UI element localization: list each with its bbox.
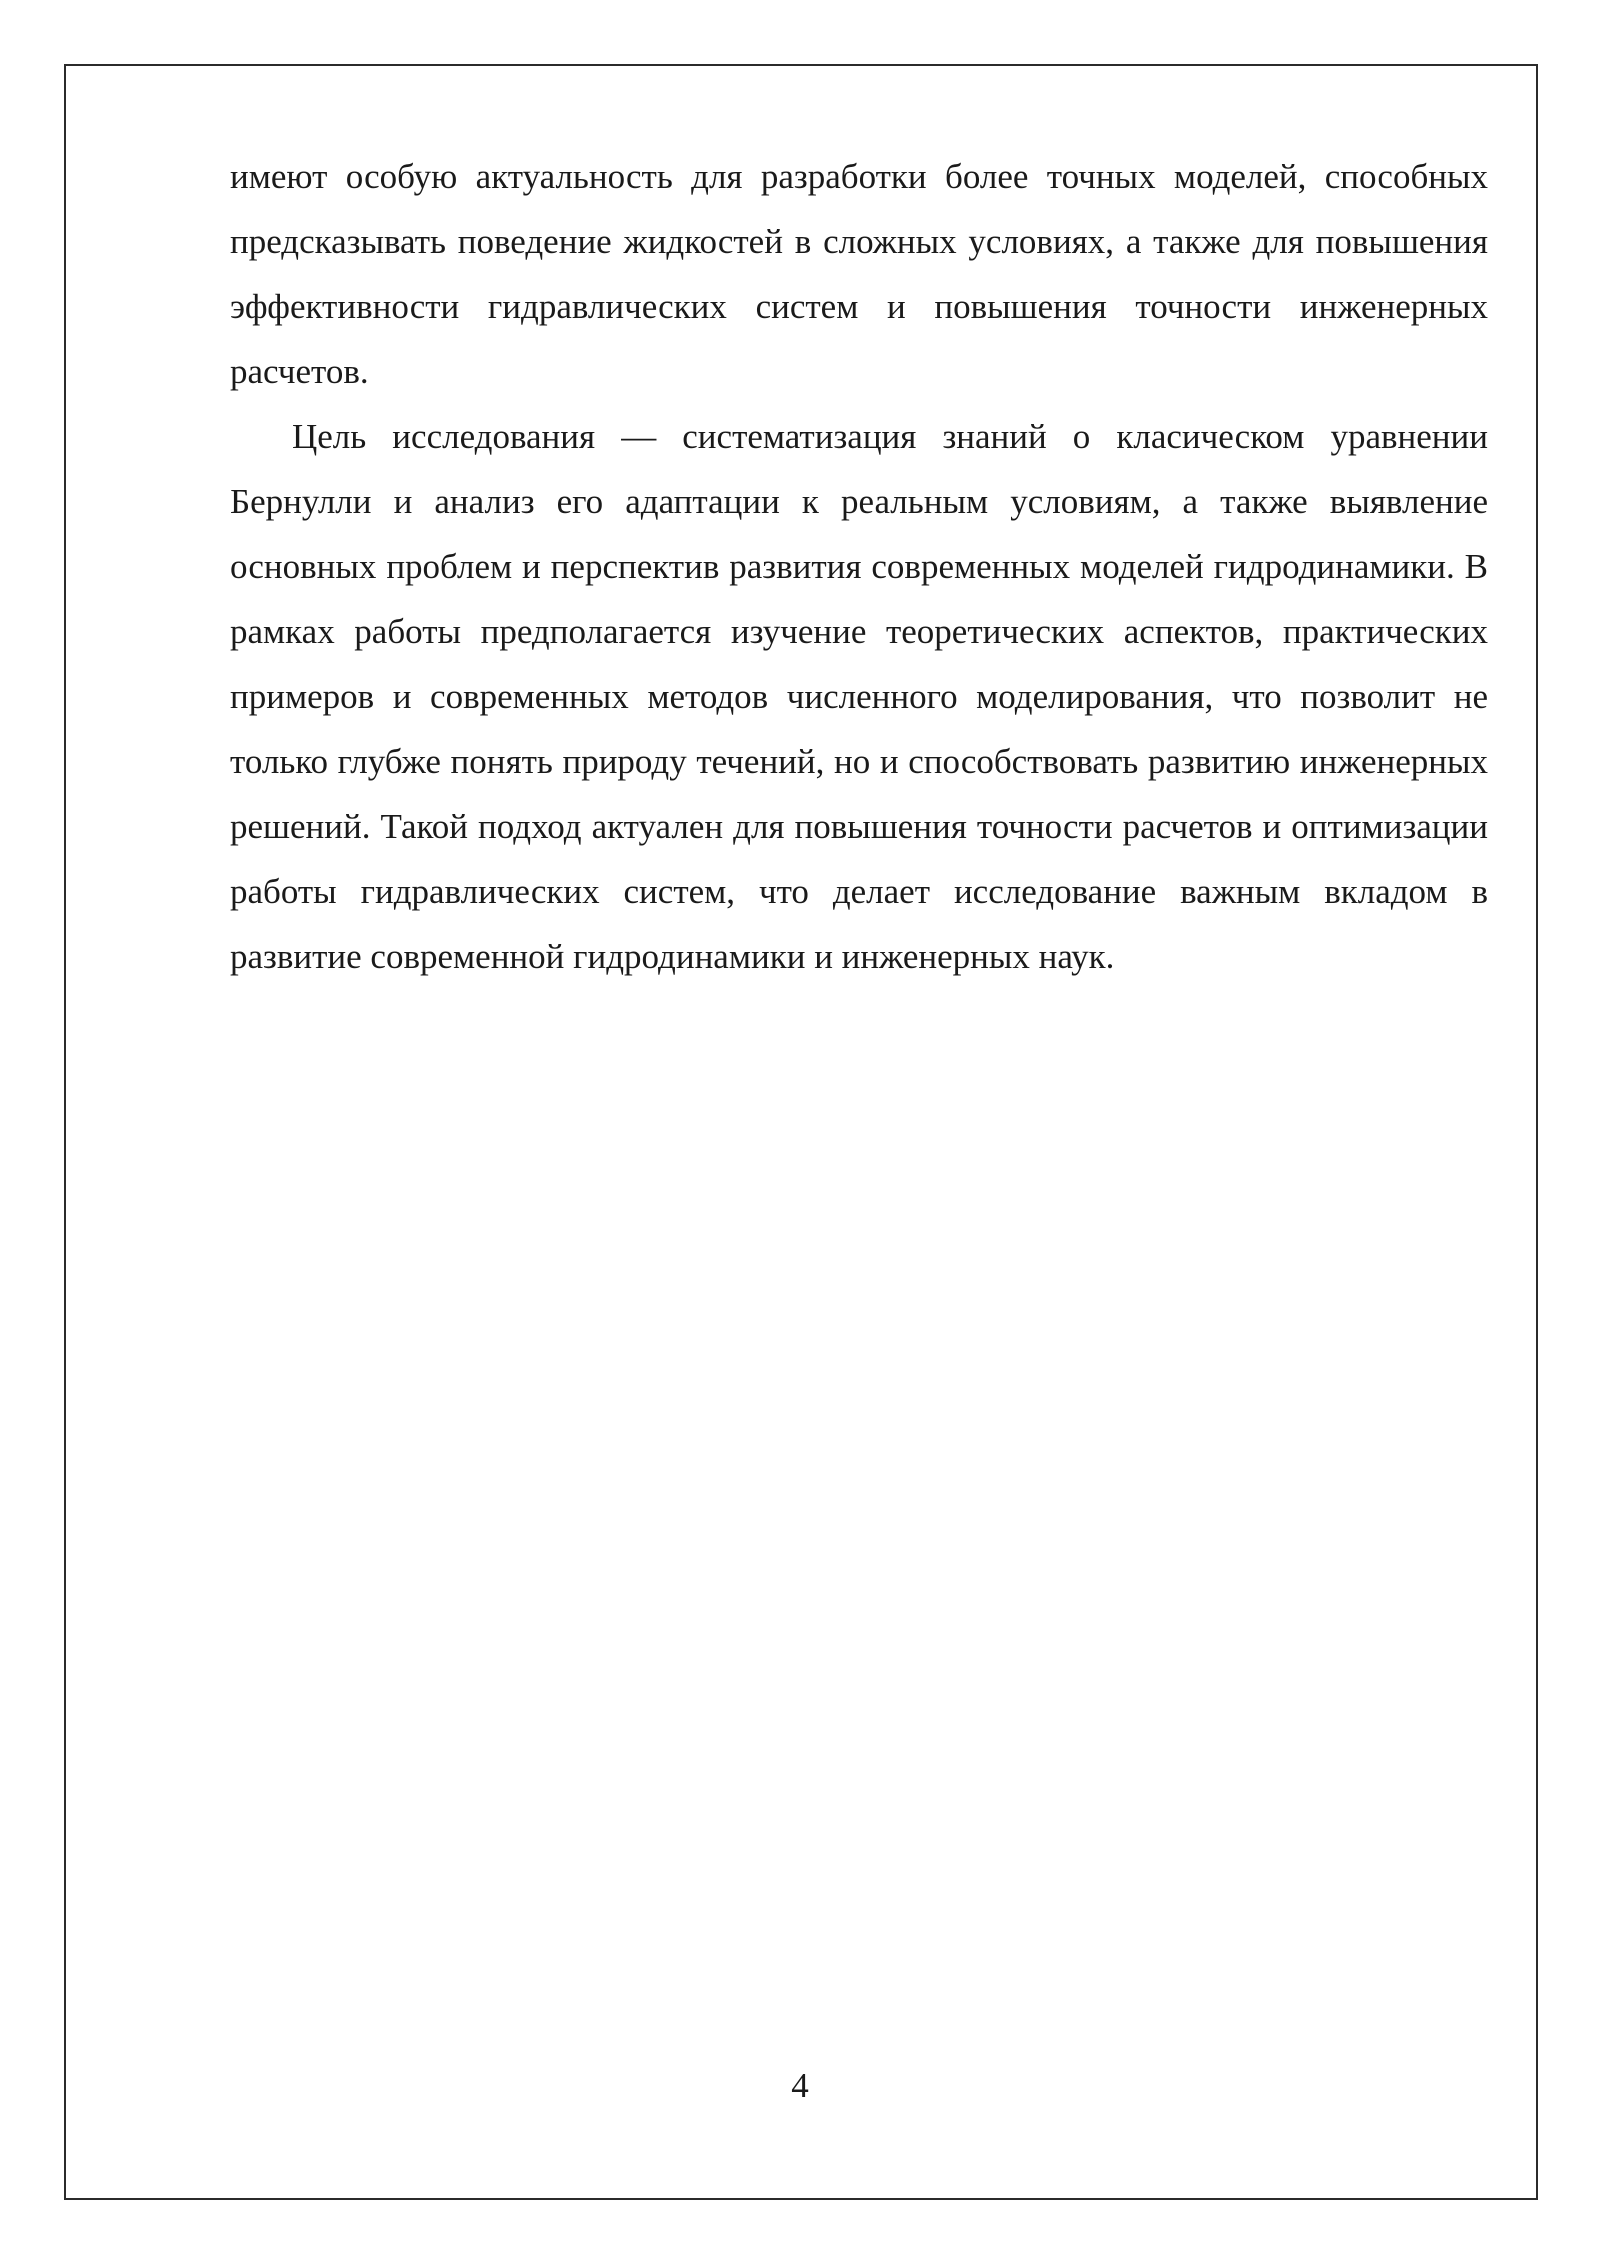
document-body — [230, 144, 1488, 989]
paragraph-research-goal: Цель исследования — систематизация знаний о класическом уравнении Бернулли и анализ его адаптации к реальным условиям, а также выявление основных проблем и перспектив развития современных моделей гидродинамики. В рамках работы предполагается изучение теоретических аспектов, практических примеров и современных методов численного моделирования, что позволит не только глубже понять природу течений, но и способствовать развитию инженерных решений. Такой подход актуален для повышения точности расчетов и оптимизации работы гидравлических систем, что делает исследование важным вкладом в развитие современной гидродинамики и инженерных наук. — [230, 417, 1488, 976]
paragraph-continuation: имеют особую актуальность для разработки более точных моделей, способных предсказывать поведение жидкостей в сложных условиях, а также для повышения эффективности гидравлических систем и повышения точности инженерных расчетов. — [230, 157, 1488, 391]
page-number: 4 — [791, 2066, 809, 2105]
